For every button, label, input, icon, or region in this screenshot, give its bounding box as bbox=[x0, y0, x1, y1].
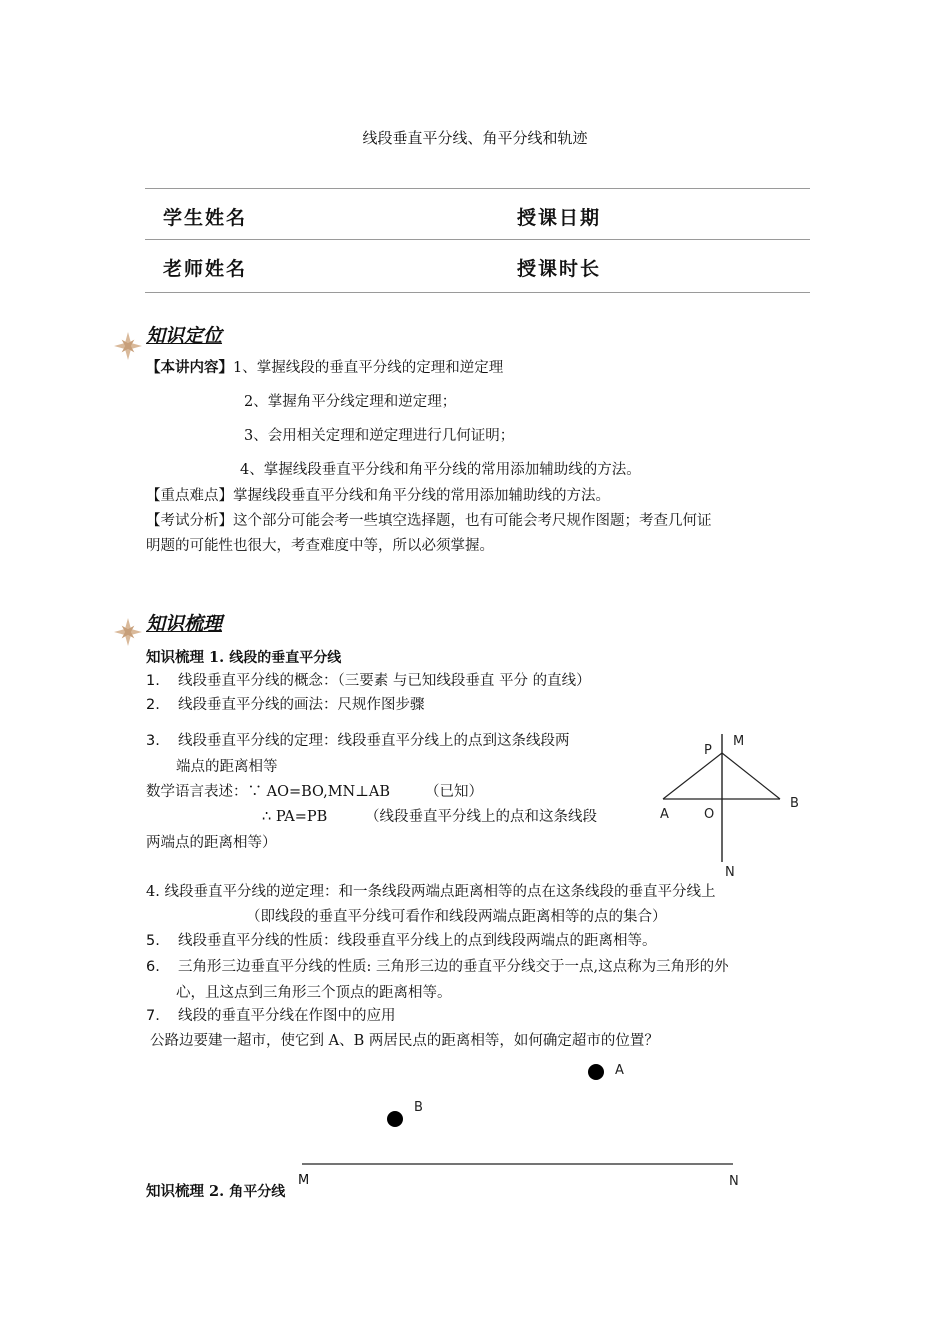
list-item bbox=[146, 957, 729, 977]
list-item bbox=[146, 695, 425, 715]
key-difficulty-line bbox=[146, 486, 610, 506]
label-n: N bbox=[725, 865, 735, 880]
application-question: 公路边要建一超市，使它到 A、B 两居民点的距离相等，如何确定超市的位置？ bbox=[150, 1033, 659, 1049]
therefore-note-cont: 两端点的距离相等） bbox=[146, 835, 277, 851]
list-text: 三角形三边垂直平分线的性质: 三角形三边的垂直平分线交于一点,这点称为三角形的外 bbox=[178, 959, 729, 975]
key-difficulty-label: 【重点难点】 bbox=[146, 488, 233, 504]
list-number: 7. bbox=[146, 1008, 160, 1024]
point-b bbox=[387, 1111, 403, 1127]
segment-pb bbox=[722, 753, 780, 799]
item4-note: （即线段的垂直平分线可看作和线段两端点距离相等的点的集合） bbox=[246, 909, 667, 925]
student-name-label: 学生姓名 bbox=[163, 207, 248, 229]
because-statement: ∵ AO=BO,MN⊥AB bbox=[247, 784, 390, 800]
list-item bbox=[146, 1006, 396, 1026]
item6-continuation: 心，且这点到三角形三个顶点的距离相等。 bbox=[176, 985, 452, 1001]
because-note: （已知） bbox=[425, 784, 483, 800]
subsection-1-prefix: 知识梳理 1. bbox=[146, 649, 225, 666]
list-number: 5. bbox=[146, 933, 160, 949]
subsection-1-heading bbox=[146, 648, 341, 668]
therefore-note: （线段垂直平分线上的点和这条线段 bbox=[365, 809, 597, 825]
list-number: 2. bbox=[146, 697, 160, 713]
road-label-m: M bbox=[298, 1173, 310, 1188]
label-a: A bbox=[615, 1063, 624, 1078]
teacher-name-label: 老师姓名 bbox=[163, 258, 248, 280]
subsection-1-title: 线段的垂直平分线 bbox=[229, 650, 342, 666]
perpendicular-bisector-figure bbox=[655, 728, 815, 880]
key-difficulty-text: 掌握线段垂直平分线和角平分线的常用添加辅助线的方法。 bbox=[233, 488, 610, 504]
list-text: 线段垂直平分线的画法：尺规作图步骤 bbox=[178, 697, 425, 713]
label-n: N bbox=[729, 1174, 739, 1189]
exam-analysis-label: 【考试分析】 bbox=[146, 513, 233, 529]
label-a: A bbox=[660, 807, 669, 822]
point-a bbox=[588, 1064, 604, 1080]
list-text: 线段的垂直平分线在作图中的应用 bbox=[178, 1008, 396, 1024]
segment-pa bbox=[663, 753, 722, 799]
subsection-2-prefix: 知识梳理 2. bbox=[146, 1183, 225, 1200]
item4-line: 4. 线段垂直平分线的逆定理：和一条线段两端点距离相等的点在这条线段的垂直平分线上 bbox=[146, 884, 716, 900]
label-o: O bbox=[704, 807, 715, 822]
table-mid-border bbox=[145, 239, 810, 240]
label-m: M bbox=[733, 734, 745, 749]
section-heading-knowledge-position: 知识定位 bbox=[146, 325, 223, 347]
lesson-content-line bbox=[146, 358, 503, 378]
page-title: 线段垂直平分线、角平分线和轨迹 bbox=[362, 129, 588, 147]
road-points-figure bbox=[290, 1055, 760, 1195]
section-heading-knowledge-review: 知识梳理 bbox=[146, 613, 223, 635]
table-bottom-border bbox=[145, 292, 810, 293]
list-text: 线段垂直平分线的概念：（三要素 与已知线段垂直 平分 的直线） bbox=[178, 673, 591, 689]
lesson-content-item-1: 1、掌握线段的垂直平分线的定理和逆定理 bbox=[233, 360, 504, 376]
subsection-2-heading bbox=[146, 1182, 285, 1202]
lesson-duration-label: 授课时长 bbox=[517, 258, 602, 280]
list-item bbox=[146, 731, 570, 751]
exam-analysis-text: 这个部分可能会考一些填空选择题，也有可能会考尺规作图题；考查几何证 bbox=[233, 513, 712, 529]
item3-continuation: 端点的距离相等 bbox=[176, 759, 278, 775]
sparkle-icon bbox=[112, 616, 144, 648]
list-text: 线段垂直平分线的定理：线段垂直平分线上的点到这条线段两 bbox=[178, 733, 570, 749]
lesson-content-label: 【本讲内容】 bbox=[146, 360, 233, 376]
sparkle-icon bbox=[112, 330, 144, 362]
subsection-2-title: 角平分线 bbox=[229, 1184, 286, 1200]
exam-analysis-line bbox=[146, 511, 712, 531]
table-top-border bbox=[145, 188, 810, 189]
list-number: 3. bbox=[146, 733, 160, 749]
label-p: P bbox=[704, 743, 712, 758]
list-number: 6. bbox=[146, 959, 160, 975]
math-statement-line bbox=[146, 782, 390, 802]
list-number: 1. bbox=[146, 673, 160, 689]
lesson-date-label: 授课日期 bbox=[517, 207, 602, 229]
list-text: 线段垂直平分线的性质：线段垂直平分线上的点到线段两端点的距离相等。 bbox=[178, 933, 657, 949]
list-item bbox=[146, 931, 657, 951]
lesson-content-item-2: 2、掌握角平分线定理和逆定理； bbox=[244, 394, 457, 410]
list-item bbox=[146, 671, 591, 691]
label-b: B bbox=[414, 1100, 423, 1115]
lesson-content-item-4: 4、掌握线段垂直平分线和角平分线的常用添加辅助线的方法。 bbox=[240, 462, 641, 478]
lesson-content-item-3: 3、会用相关定理和逆定理进行几何证明； bbox=[244, 428, 515, 444]
therefore-statement: ∴ PA=PB bbox=[262, 809, 328, 825]
exam-analysis-text-cont: 明题的可能性也很大，考查难度中等，所以必须掌握。 bbox=[146, 538, 494, 554]
math-label: 数学语言表述： bbox=[146, 784, 248, 800]
label-b: B bbox=[790, 796, 799, 811]
